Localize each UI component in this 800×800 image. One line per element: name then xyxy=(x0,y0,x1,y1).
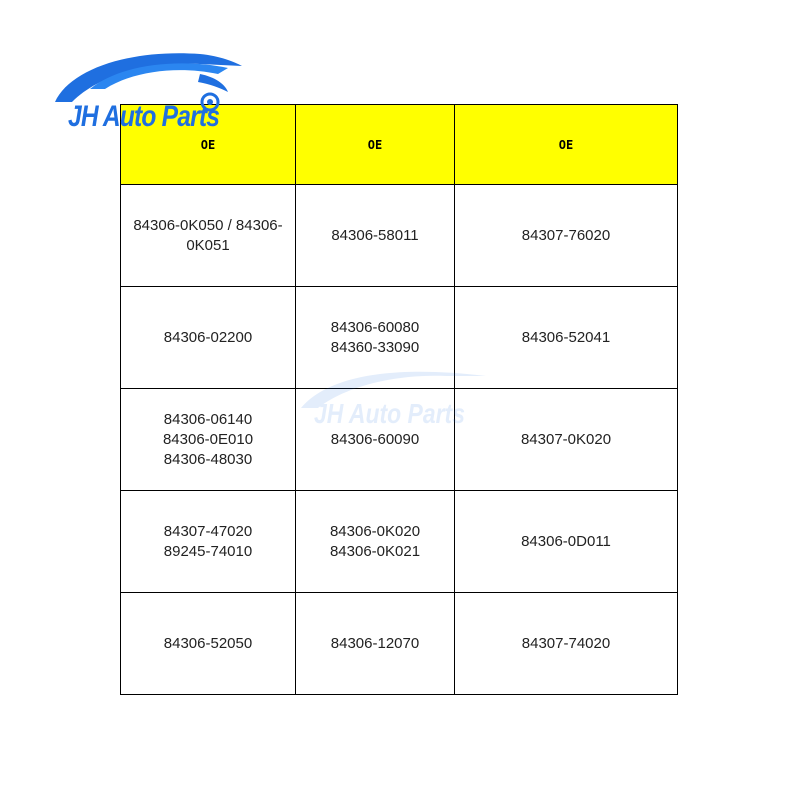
table-row xyxy=(121,491,678,593)
part-number: 89245-74010 xyxy=(163,542,253,560)
part-number: 0K051 xyxy=(186,236,230,254)
part-number: 84306-0K021 xyxy=(329,542,421,560)
table-cell xyxy=(296,185,455,287)
header-cell: OE xyxy=(296,105,455,185)
part-number: 84306-60080 xyxy=(330,318,420,336)
part-number: 84306-58011 xyxy=(331,226,419,244)
part-number: 84307-76020 xyxy=(521,226,611,244)
table-cell xyxy=(455,491,678,593)
part-number: 84306-0K050 / 84306- xyxy=(133,216,283,234)
part-number: 84306-02200 xyxy=(163,328,253,346)
table-row xyxy=(121,593,678,695)
table-cell xyxy=(296,389,455,491)
table-cell xyxy=(121,491,296,593)
oem-table xyxy=(120,104,678,695)
table-cell xyxy=(296,593,455,695)
part-number: 84306-52050 xyxy=(163,634,253,652)
part-number: 84306-12070 xyxy=(330,634,420,652)
part-number: 84306-06140 xyxy=(163,410,253,428)
table-row xyxy=(121,287,678,389)
part-number: 84307-0K020 xyxy=(520,430,612,448)
table-cell xyxy=(121,185,296,287)
part-number: 84306-0D011 xyxy=(521,532,611,550)
part-number: 84306-52041 xyxy=(521,328,611,346)
part-number: 84306-48030 xyxy=(163,450,253,468)
table-row xyxy=(121,185,678,287)
header-cell: OE xyxy=(121,105,296,185)
part-number: 84307-47020 xyxy=(163,522,253,540)
brand-logo xyxy=(50,44,250,144)
table-cell xyxy=(121,287,296,389)
table-cell xyxy=(121,389,296,491)
logo-text: JH Auto Parts xyxy=(68,100,220,133)
part-number: 84306-0E010 xyxy=(162,430,254,448)
table-cell xyxy=(455,287,678,389)
table-row xyxy=(121,389,678,491)
part-number: 84306-0K020 xyxy=(329,522,421,540)
table-cell xyxy=(296,287,455,389)
table-cell xyxy=(296,491,455,593)
table-cell xyxy=(121,593,296,695)
part-number: 84307-74020 xyxy=(521,634,611,652)
part-number: 84306-60090 xyxy=(330,430,420,448)
table-cell xyxy=(455,593,678,695)
watermark-text: JH Auto Parts xyxy=(314,398,465,429)
table-cell xyxy=(455,185,678,287)
table-cell xyxy=(455,389,678,491)
part-number: 84360-33090 xyxy=(330,338,420,356)
header-cell: OE xyxy=(455,105,678,185)
